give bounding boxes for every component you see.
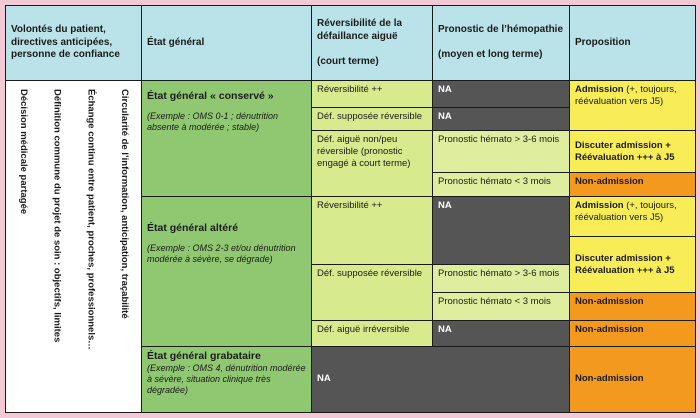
rev-c1: Réversibilité ++ <box>312 81 433 108</box>
rev-a1: Réversibilité ++ <box>312 196 433 265</box>
vertical-label-circularite: Circularité de l’information, anticipation, traçabilité <box>119 89 131 319</box>
prono-c3: Pronostic hémato > 3-6 mois <box>433 131 570 173</box>
etat-altere-cell <box>142 196 312 346</box>
prono-a2: Pronostic hémato > 3-6 mois <box>433 265 570 293</box>
prop-discuter-2 <box>570 237 696 293</box>
table-row <box>6 81 696 108</box>
rev-a2: Déf. supposée réversible <box>312 265 433 321</box>
vertical-label-definition: Définition commune du projet de soin : objectifs, limites <box>51 89 63 343</box>
prop-discuter-2-l2: Réévaluation +++ à J5 <box>575 264 675 276</box>
prop-discuter-2-l1: Discuter admission + <box>575 252 671 264</box>
prop-non-admission-1: Non-admission <box>570 173 696 197</box>
prop-admission-2-rest: (+, toujours, réévaluation vers J5) <box>575 199 677 223</box>
vertical-labels <box>6 81 141 412</box>
header-pronostic-title: Pronostic de l’hémopathie <box>438 24 564 36</box>
decision-table <box>5 5 696 413</box>
prono-c1: NA <box>433 81 570 108</box>
prop-discuter-1-l2: Réévaluation +++ à J5 <box>575 151 675 163</box>
header-proposition: Proposition <box>570 6 696 81</box>
prop-admission-1 <box>570 81 696 131</box>
etat-altere-title: État général altéré <box>147 221 239 234</box>
header-reversibilite <box>312 6 433 81</box>
etat-grabataire-cell <box>142 346 312 412</box>
decision-table-frame <box>5 5 695 413</box>
etat-grabataire-example: (Exemple : OMS 4, dénutrition modérée à sévère, situation clinique très dégradée) <box>147 362 306 396</box>
etat-conserve-title: État général « conservé » <box>147 90 274 102</box>
etat-grabataire-title: État général grabataire <box>147 349 261 362</box>
header-row <box>6 6 696 81</box>
prop-admission-2 <box>570 196 696 237</box>
prono-a4: NA <box>433 320 570 346</box>
prop-admission-1-bold: Admission <box>575 84 624 95</box>
etat-conserve-example: (Exemple : OMS 0-1 ; dénutrition absente à modérée ; stable) <box>147 111 279 133</box>
prono-c2: NA <box>433 107 570 131</box>
etat-conserve-cell <box>142 81 312 197</box>
prop-discuter-1-l1: Discuter admission + <box>575 139 671 151</box>
rev-c2: Déf. supposée réversible <box>312 107 433 131</box>
header-reversibilite-title: Réversibilité de la défaillance aiguë <box>317 18 403 42</box>
prop-admission-1-rest: (+, toujours, réévaluation vers J5) <box>575 84 677 107</box>
rev-c3: Déf. aiguë non/peu réversible (pronostic engagé à court terme) <box>312 131 433 196</box>
prop-non-admission-2: Non-admission <box>570 293 696 321</box>
rev-a3: Déf. aiguë irréversible <box>312 320 433 346</box>
prono-a1: NA <box>433 196 570 265</box>
grabataire-na: NA <box>312 346 570 412</box>
etat-altere-example: (Exemple : OMS 2-3 et/ou dénutrition modérée à sévère, se dégrade) <box>147 242 296 264</box>
prono-a3: Pronostic hémato < 3 mois <box>433 293 570 321</box>
vertical-label-decision: Décision médicale partagée <box>17 89 29 215</box>
prop-non-admission-3: Non-admission <box>570 320 696 346</box>
header-volontes: Volontés du patient, directives anticipées, personne de confiance <box>6 6 142 81</box>
prono-c4: Pronostic hémato < 3 mois <box>433 173 570 197</box>
prop-non-admission-4: Non-admission <box>570 346 696 412</box>
header-pronostic-sub: (moyen et long terme) <box>438 49 543 61</box>
prop-admission-2-bold: Admission <box>575 199 624 211</box>
vertical-labels-cell <box>6 81 142 413</box>
vertical-label-echange: Échange continu entre patient, proches, professionnels… <box>85 89 97 350</box>
prop-discuter-1 <box>570 131 696 173</box>
header-reversibilite-sub: (court terme) <box>317 55 379 67</box>
header-pronostic <box>433 6 570 81</box>
header-etat-general: État général <box>142 6 312 81</box>
